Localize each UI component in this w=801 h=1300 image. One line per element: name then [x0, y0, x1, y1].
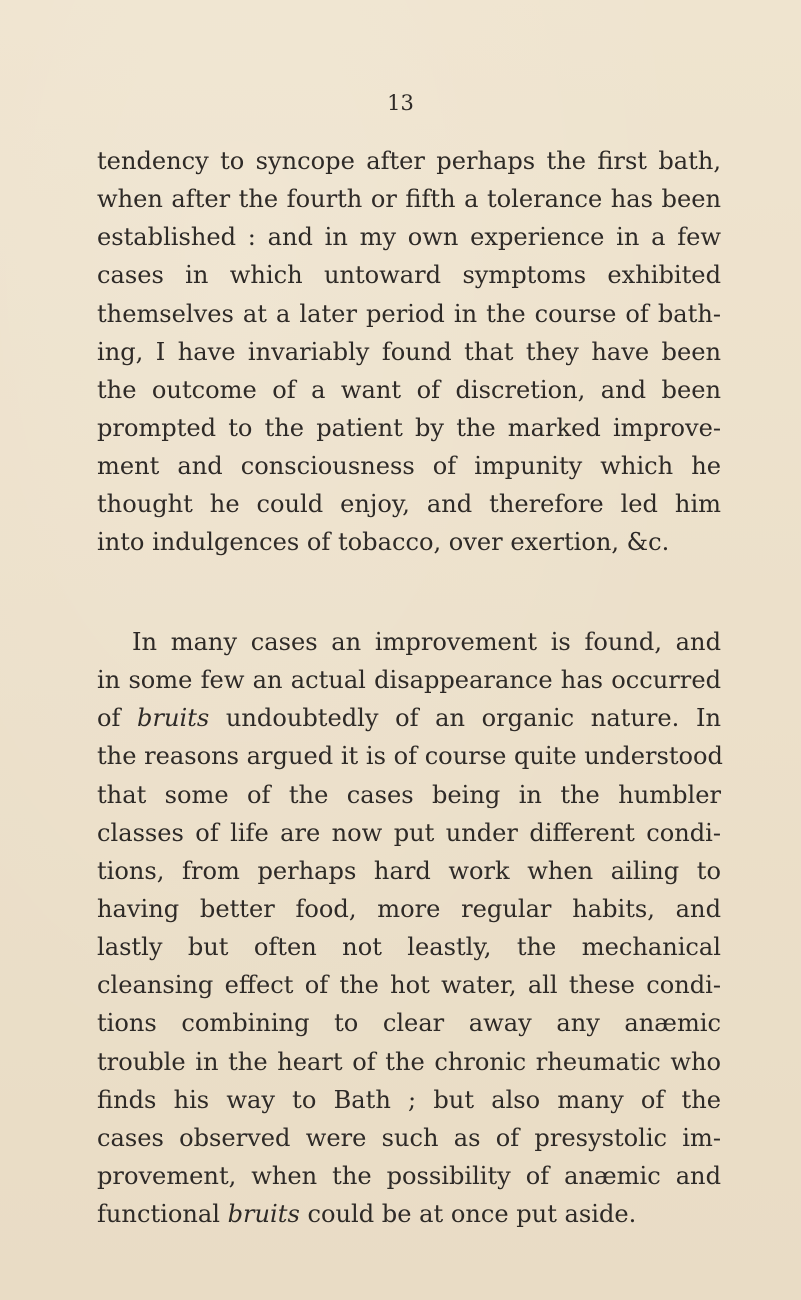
text-line: thought he could enjoy, and therefore led him: [97, 490, 721, 519]
text-line: tendency to syncope after perhaps the first bath,: [97, 147, 721, 175]
italic-term: bruits: [137, 704, 210, 733]
text-line: tions, from perhaps hard work when ailing to: [97, 856, 721, 885]
text-line: trouble in the heart of the chronic rheumatic who: [97, 1047, 721, 1076]
text-line: having better food, more regular habits, and: [97, 894, 721, 923]
text-line: in some few an actual disappearance has occurred: [97, 666, 721, 695]
text-line: that some of the cases being in the humbler: [97, 780, 721, 809]
text-line: tions combining to clear away any anæmic: [97, 1009, 721, 1038]
text-line: when after the fourth or fifth a tolerance has been: [97, 185, 721, 214]
text-line: cases observed were such as of presystolic im-: [97, 1123, 721, 1152]
text-line: finds his way to Bath ; but also many of the: [97, 1085, 721, 1114]
italic-term: bruits: [227, 1200, 300, 1229]
text-line: the reasons argued it is of course quite understood: [97, 742, 723, 771]
text-line: classes of life are now put under different condi-: [97, 818, 721, 847]
text-fragment: could be at once put aside.: [299, 1200, 637, 1229]
text-fragment: undoubtedly of an organic nature. In: [209, 704, 721, 733]
text-fragment: functional: [97, 1200, 228, 1229]
text-line: established : and in my own experience in a few: [97, 223, 721, 252]
text-line: lastly but often not leastly, the mechanical: [97, 933, 721, 962]
text-line: provement, when the possibility of anæmic and: [97, 1161, 721, 1190]
text-line: cases in which untoward symptoms exhibited: [97, 261, 721, 290]
text-line: In many cases an improvement is found, and: [132, 628, 721, 656]
text-line: cleansing effect of the hot water, all these condi-: [97, 971, 721, 1000]
page-number: 13: [387, 91, 414, 115]
paragraph-2: [97, 623, 721, 1233]
text-line: [97, 699, 721, 737]
paragraph-1: [97, 142, 721, 562]
text-line: prompted to the patient by the marked improve-: [97, 413, 721, 442]
text-line: [97, 1195, 721, 1233]
text-fragment: of: [97, 704, 138, 733]
text-line: into indulgences of tobacco, over exertion, &c.: [97, 528, 670, 557]
text-line: the outcome of a want of discretion, and been: [97, 375, 721, 404]
text-line: ment and consciousness of impunity which he: [97, 452, 721, 481]
text-line: ing, I have invariably found that they have been: [97, 337, 721, 366]
text-line: themselves at a later period in the course of bath-: [97, 299, 721, 328]
